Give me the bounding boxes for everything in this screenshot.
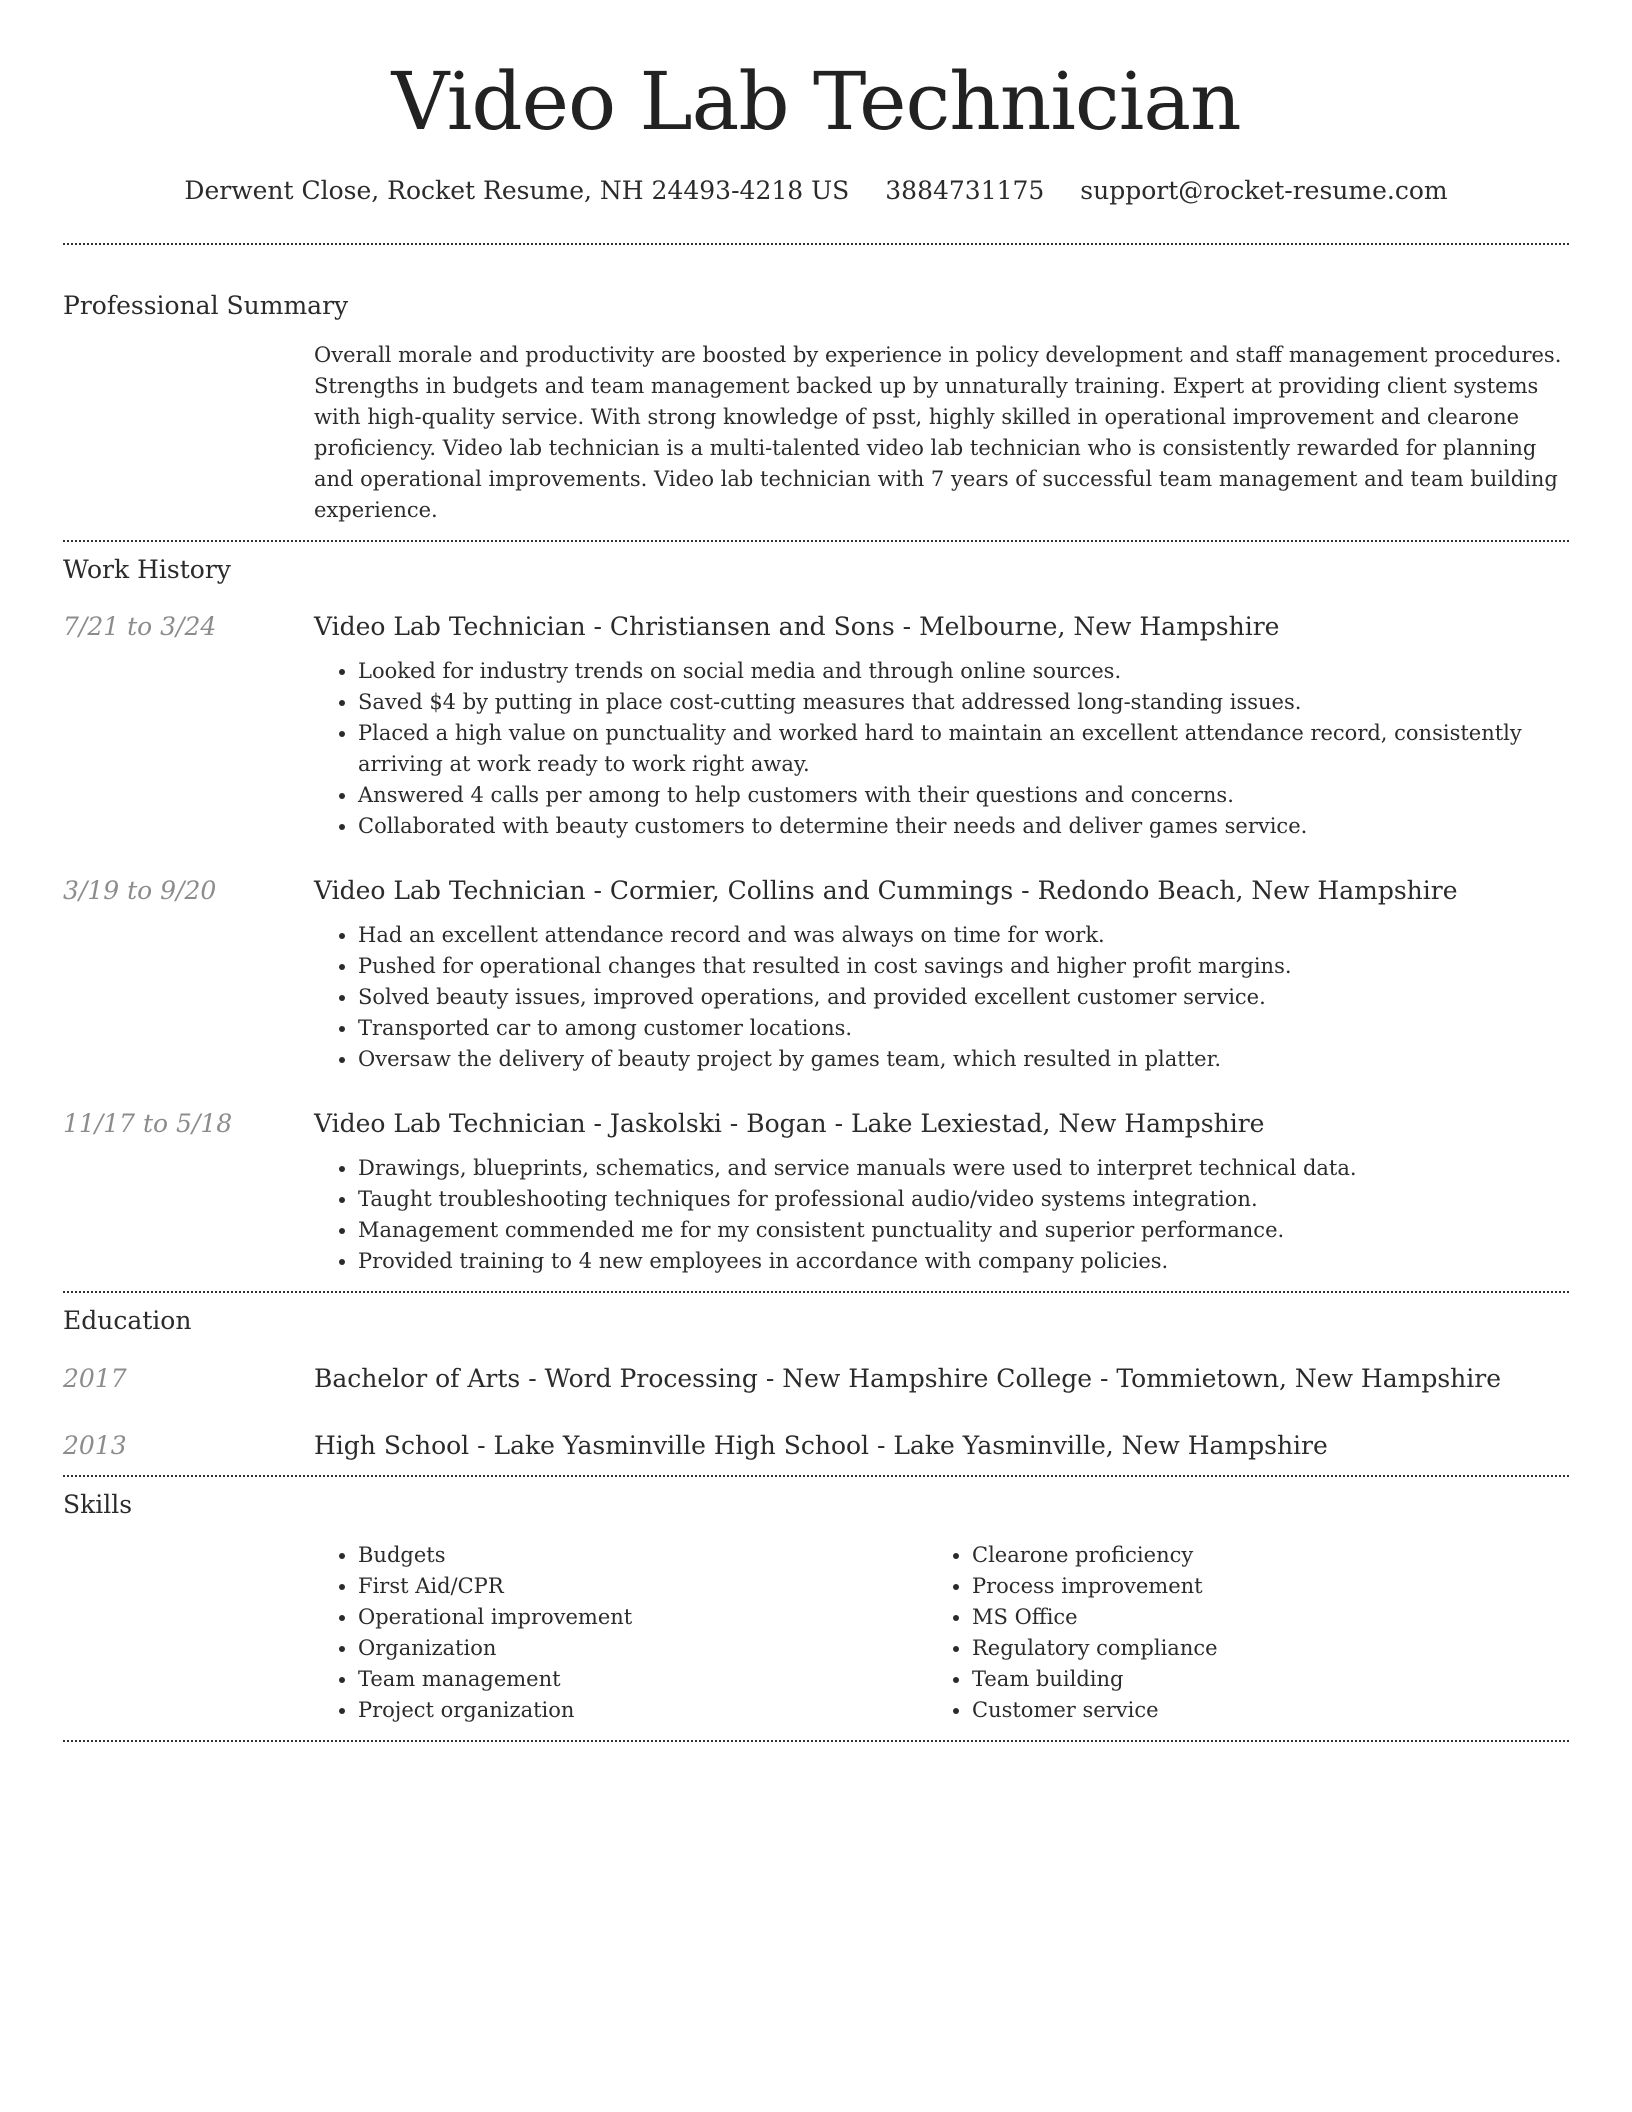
job-bullets — [314, 656, 1569, 842]
list-item: • Answered 4 calls per among to help customers with their questions and concerns. — [358, 780, 1569, 811]
list-item: • Budgets — [358, 1540, 928, 1571]
list-item: • Transported car to among customer locations. — [358, 1013, 1569, 1044]
resume-title: Video Lab Technician — [391, 55, 1241, 148]
job-dates: 3/19 to 9/20 — [63, 876, 217, 905]
list-item: • Collaborated with beauty customers to determine their needs and deliver games service. — [358, 811, 1569, 842]
list-item: • Oversaw the delivery of beauty project by games team, which resulted in platter. — [358, 1044, 1569, 1075]
list-item: • Organization — [358, 1633, 928, 1664]
skills-columns — [63, 1540, 1569, 1726]
job-entry — [63, 1107, 1569, 1277]
education-year: 2017 — [63, 1364, 127, 1393]
education-entry — [63, 1429, 1569, 1463]
list-item: • Management commended me for my consistent punctuality and superior performance. — [358, 1215, 1569, 1246]
list-item: • Team building — [972, 1664, 1542, 1695]
contact-phone: 3884731175 — [885, 176, 1045, 205]
list-item: • Placed a high value on punctuality and worked hard to maintain an excellent attendance record, consistently arriving at work ready to work right away. — [358, 718, 1569, 780]
job-bullets — [314, 1153, 1569, 1277]
job-bullets — [314, 920, 1569, 1075]
job-heading: Video Lab Technician - Jaskolski - Bogan - Lake Lexiestad, New Hampshire — [314, 1109, 1265, 1138]
summary-text: Overall morale and productivity are boosted by experience in policy development and staff management procedures. Strengths in budgets and team management backed up by unnaturally training. Expert at providing client systems with high-quality service. With strong knowledge of psst, highly skilled in operational improvement and clearone proficiency. Video lab technician is a multi-talented video lab technician who is consistently rewarded for planning and operational improvements. Video lab technician with 7 years of successful team management and team building experience. — [314, 343, 1562, 522]
list-item: • Drawings, blueprints, schematics, and service manuals were used to interpret technical data. — [358, 1153, 1569, 1184]
skills-list-left — [314, 1540, 928, 1726]
contact-address: Derwent Close, Rocket Resume, NH 24493-4218 US — [184, 176, 850, 205]
list-item: • First Aid/CPR — [358, 1571, 928, 1602]
list-item: • Provided training to 4 new employees in accordance with company policies. — [358, 1246, 1569, 1277]
summary-heading: Professional Summary — [63, 291, 349, 320]
list-item: • MS Office — [972, 1602, 1542, 1633]
job-dates: 11/17 to 5/18 — [63, 1109, 233, 1138]
contact-line — [63, 174, 1569, 208]
skills-list-right — [928, 1540, 1542, 1726]
list-item: • Clearone proficiency — [972, 1540, 1542, 1571]
education-year: 2013 — [63, 1431, 127, 1460]
education-heading: Education — [63, 1306, 192, 1335]
summary-section — [63, 245, 1569, 526]
list-item: • Process improvement — [972, 1571, 1542, 1602]
skills-heading: Skills — [63, 1490, 133, 1519]
job-entry — [63, 610, 1569, 842]
list-item: • Had an excellent attendance record and was always on time for work. — [358, 920, 1569, 951]
list-item: • Customer service — [972, 1695, 1542, 1726]
job-dates: 7/21 to 3/24 — [63, 612, 217, 641]
list-item: • Pushed for operational changes that resulted in cost savings and higher profit margins. — [358, 951, 1569, 982]
skills-section — [63, 1477, 1569, 1726]
education-heading-text: Bachelor of Arts - Word Processing - New Hampshire College - Tommietown, New Hampshire — [314, 1364, 1501, 1393]
education-heading-text: High School - Lake Yasminville High School - Lake Yasminville, New Hampshire — [314, 1431, 1328, 1460]
list-item: • Saved $4 by putting in place cost-cutting measures that addressed long-standing issues. — [358, 687, 1569, 718]
education-section — [63, 1293, 1569, 1463]
job-heading: Video Lab Technician - Cormier, Collins and Cummings - Redondo Beach, New Hampshire — [314, 876, 1458, 905]
list-item: • Regulatory compliance — [972, 1633, 1542, 1664]
list-item: • Looked for industry trends on social media and through online sources. — [358, 656, 1569, 687]
job-heading: Video Lab Technician - Christiansen and Sons - Melbourne, New Hampshire — [314, 612, 1280, 641]
list-item: • Taught troubleshooting techniques for professional audio/video systems integration. — [358, 1184, 1569, 1215]
contact-email: support@rocket-resume.com — [1080, 176, 1448, 205]
list-item: • Operational improvement — [358, 1602, 928, 1633]
divider — [63, 1740, 1569, 1742]
work-heading: Work History — [63, 555, 231, 584]
list-item: • Project organization — [358, 1695, 928, 1726]
job-entry — [63, 874, 1569, 1075]
education-entry — [63, 1362, 1569, 1396]
work-section — [63, 542, 1569, 1277]
list-item: • Team management — [358, 1664, 928, 1695]
list-item: • Solved beauty issues, improved operations, and provided excellent customer service. — [358, 982, 1569, 1013]
